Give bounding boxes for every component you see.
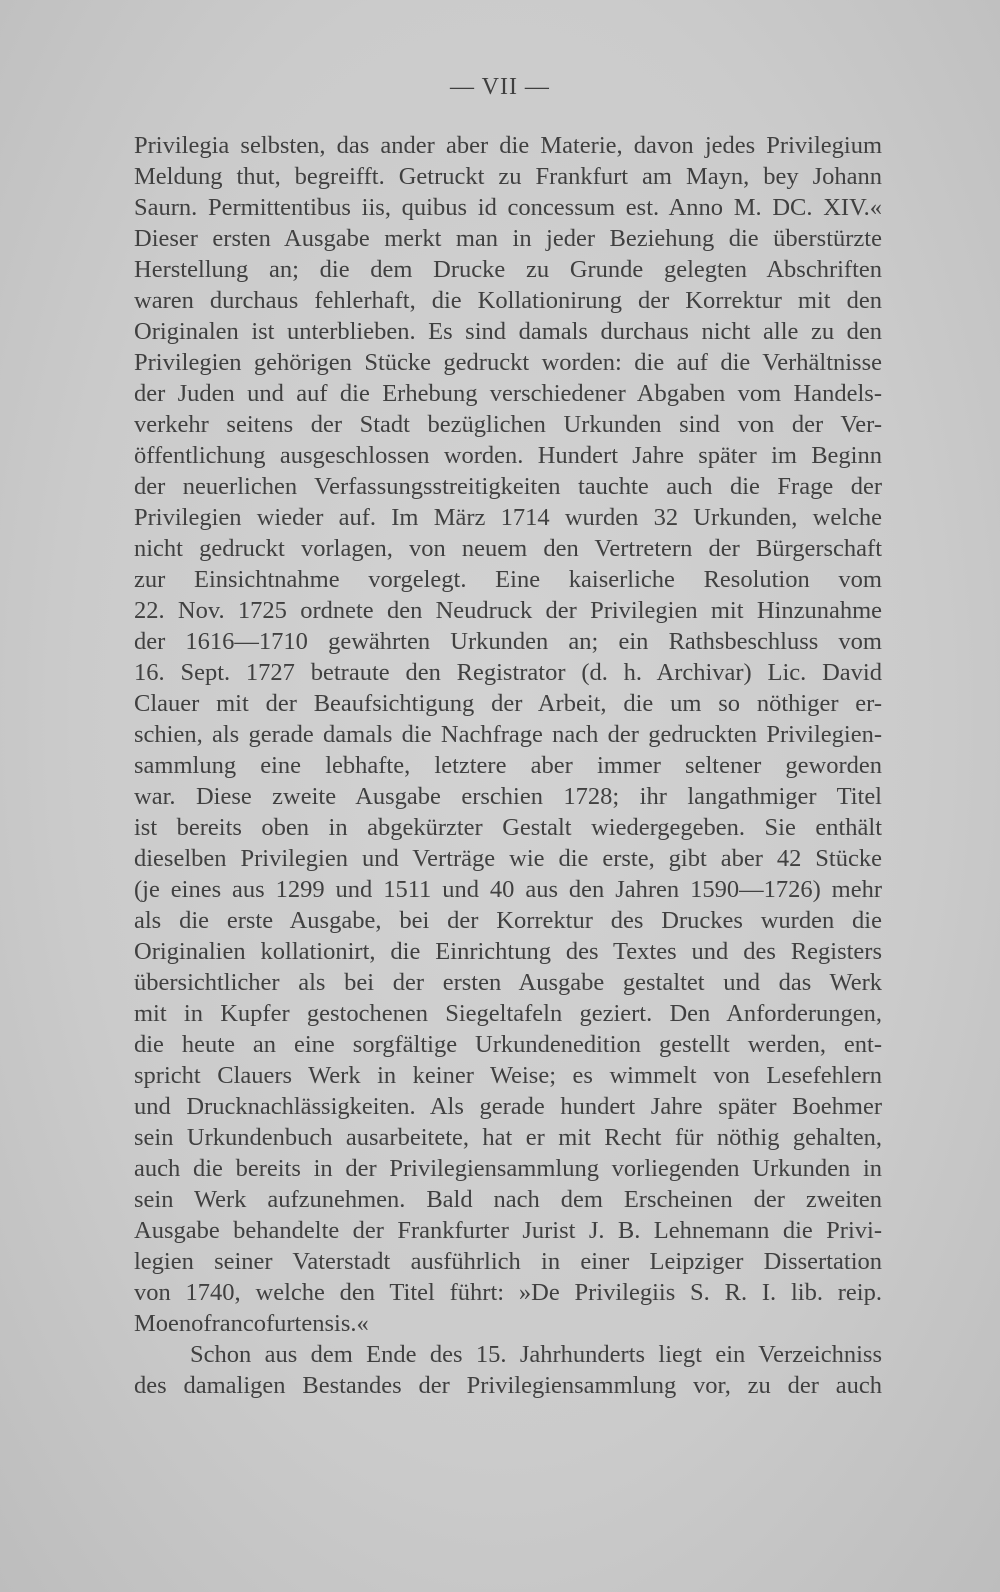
text-line: Meldung thut, begreifft. Getruckt zu Frankfurt am Mayn, bey Johann [134, 163, 882, 190]
text-line: sein Werk aufzunehmen. Bald nach dem Erscheinen der zweiten [134, 1186, 882, 1213]
text-line: Ausgabe behandelte der Frankfurter Jurist J. B. Lehnemann die Privi- [134, 1217, 882, 1244]
text-line: war. Diese zweite Ausgabe erschien 1728; ihr langathmiger Titel [134, 783, 882, 810]
text-line: Saurn. Permittentibus iis, quibus id concessum est. Anno M. DC. XIV.« [134, 194, 882, 221]
text-line: als die erste Ausgabe, bei der Korrektur des Druckes wurden die [134, 907, 882, 934]
text-line: übersichtlicher als bei der ersten Ausgabe gestaltet und das Werk [134, 969, 882, 996]
text-line: legien seiner Vaterstadt ausführlich in einer Leipziger Dissertation [134, 1248, 882, 1275]
text-line: Herstellung an; die dem Drucke zu Grunde gelegten Abschriften [134, 256, 882, 283]
text-line: nicht gedruckt vorlagen, von neuem den Vertretern der Bürgerschaft [134, 535, 882, 562]
text-line: Originalen ist unterblieben. Es sind damals durchaus nicht alle zu den [134, 318, 882, 345]
text-line: auch die bereits in der Privilegiensammlung vorliegenden Urkunden in [134, 1155, 882, 1182]
text-line: der neuerlichen Verfassungsstreitigkeiten tauchte auch die Frage der [134, 473, 882, 500]
text-line: öffentlichung ausgeschlossen worden. Hundert Jahre später im Beginn [134, 442, 882, 469]
text-line: Privilegien wieder auf. Im März 1714 wurden 32 Urkunden, welche [134, 504, 882, 531]
text-line: Privilegien gehörigen Stücke gedruckt worden: die auf die Verhältnisse [134, 349, 882, 376]
text-line: der Juden und auf die Erhebung verschiedener Abgaben vom Handels- [134, 380, 882, 407]
paragraph-start-line: Schon aus dem Ende des 15. Jahrhunderts liegt ein Verzeichniss [190, 1341, 882, 1368]
text-line: waren durchaus fehlerhaft, die Kollationirung der Korrektur mit den [134, 287, 882, 314]
text-line: zur Einsichtnahme vorgelegt. Eine kaiserliche Resolution vom [134, 566, 882, 593]
text-line: des damaligen Bestandes der Privilegiensammlung vor, zu der auch [134, 1372, 882, 1399]
text-line: Originalien kollationirt, die Einrichtung des Textes und des Registers [134, 938, 882, 965]
text-line: 16. Sept. 1727 betraute den Registrator (d. h. Archivar) Lic. David [134, 659, 882, 686]
text-line: verkehr seitens der Stadt bezüglichen Urkunden sind von der Ver- [134, 411, 882, 438]
text-line: von 1740, welche den Titel führt: »De Privilegiis S. R. I. lib. reip. [134, 1279, 882, 1306]
text-line: schien, als gerade damals die Nachfrage nach der gedruckten Privilegien- [134, 721, 882, 748]
text-line: Clauer mit der Beaufsichtigung der Arbeit, die um so nöthiger er- [134, 690, 882, 717]
text-line: sammlung eine lebhafte, letztere aber immer seltener geworden [134, 752, 882, 779]
text-line: und Drucknachlässigkeiten. Als gerade hundert Jahre später Boehmer [134, 1093, 882, 1120]
text-line: 22. Nov. 1725 ordnete den Neudruck der Privilegien mit Hinzunahme [134, 597, 882, 624]
text-line: spricht Clauers Werk in keiner Weise; es wimmelt von Lesefehlern [134, 1062, 882, 1089]
text-line: der 1616—1710 gewährten Urkunden an; ein Rathsbeschluss vom [134, 628, 882, 655]
paragraph-end-line: Moenofrancofurtensis.« [134, 1310, 369, 1337]
text-line: die heute an eine sorgfältige Urkundenedition gestellt werden, ent- [134, 1031, 882, 1058]
text-line: sein Urkundenbuch ausarbeitete, hat er mit Recht für nöthig gehalten, [134, 1124, 882, 1151]
text-line: ist bereits oben in abgekürzter Gestalt wiedergegeben. Sie enthält [134, 814, 882, 841]
text-line: (je eines aus 1299 und 1511 und 40 aus den Jahren 1590—1726) mehr [134, 876, 882, 903]
text-line: mit in Kupfer gestochenen Siegeltafeln geziert. Den Anforderungen, [134, 1000, 882, 1027]
page-number: — VII — [450, 74, 550, 100]
text-line: Dieser ersten Ausgabe merkt man in jeder Beziehung die überstürzte [134, 225, 882, 252]
text-line: Privilegia selbsten, das ander aber die Materie, davon jedes Privilegium [134, 132, 882, 159]
text-line: dieselben Privilegien und Verträge wie die erste, gibt aber 42 Stücke [134, 845, 882, 872]
body-text [134, 130, 882, 1401]
